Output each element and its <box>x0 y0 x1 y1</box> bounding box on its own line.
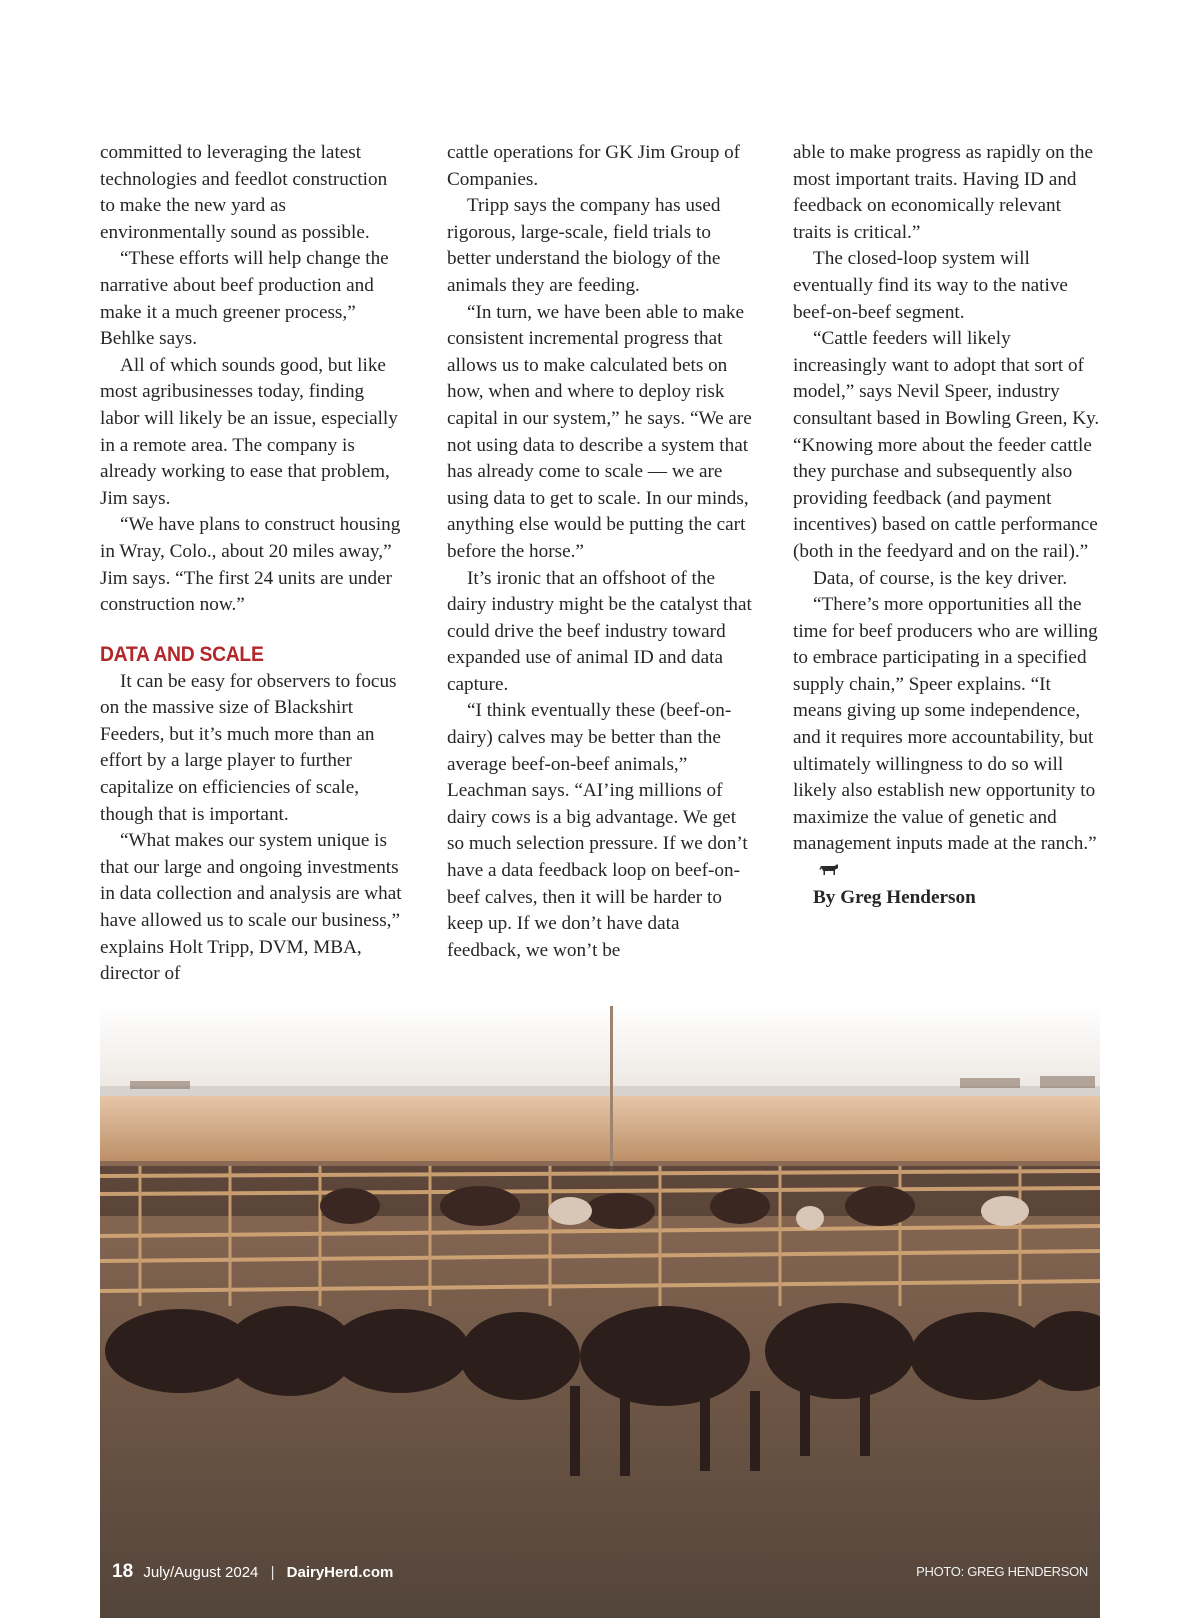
paragraph: “These efforts will help change the narrative about beef production and make it a much greener process,” Behlke says. <box>100 248 389 350</box>
paragraph: cattle operations for GK Jim Group of Companies. <box>447 142 741 190</box>
page-number: 18 <box>112 1561 134 1582</box>
paragraph: committed to leveraging the latest technologies and feedlot construction to make the new yard as environmentally sound as possible. <box>100 142 388 243</box>
site-link[interactable]: DairyHerd.com <box>286 1564 394 1581</box>
paragraph: It can be easy for observers to focus on the massive size of Blackshirt Feeders, but it’s much more than an effort by a large player to further capitalize on efficiencies of scale, though that is important. <box>100 670 397 825</box>
paragraph: “I think eventually these (beef-on-dairy) calves may be better than the average beef-on-beef animals,” Leachman says. “AI’ing millions of dairy cows is a big advantage. We get so much selection pressure. If we don’t have a data feedback loop on beef-on-beef calves, then it will be harder to keep up. If we don’t have data feedback, we won’t be <box>447 700 748 961</box>
article-column-3 <box>793 140 1103 912</box>
article-column-2 <box>447 140 753 964</box>
feedlot-cattle-photo <box>100 1006 1100 1618</box>
paragraph: “In turn, we have been able to make consistent incremental progress that allows us to make calculated bets on how, when and where to deploy risk capital in our system,” he says. “We are not using data to describe a system that has already come to scale — we are using data to get to scale. In our minds, anything else would be putting the cart before the horse.” <box>447 301 752 562</box>
paragraph: “Cattle feeders will likely increasingly want to adopt that sort of model,” says Nevil Speer, industry consultant based in Bowling Green, Ky. “Knowing more about the feeder cattle they purchase and subsequently also providing feedback (and payment incentives) based on cattle performance (both in the feedyard and on the rail).” <box>793 328 1100 562</box>
paragraph: able to make progress as rapidly on the most important traits. Having ID and feedback on economically relevant traits is critical.” <box>793 142 1093 243</box>
photo-credit: PHOTO: GREG HENDERSON <box>916 1564 1088 1579</box>
paragraph-final <box>793 592 1103 885</box>
cow-icon <box>799 858 839 885</box>
footer-separator: | <box>270 1564 275 1581</box>
section-subhead: DATA AND SCALE <box>100 642 264 666</box>
paragraph: Tripp says the company has used rigorous, large-scale, field trials to better understand the biology of the animals they are feeding. <box>447 195 721 296</box>
article-column-1 <box>100 140 406 988</box>
paragraph: “We have plans to construct housing in Wray, Colo., about 20 miles away,” Jim says. “The first 24 units are under construction now.” <box>100 514 401 616</box>
paragraph: “What makes our system unique is that our large and ongoing investments in data collection and analysis are what have allowed us to scale our business,” explains Holt Tripp, DVM, MBA, director of <box>100 830 402 985</box>
paragraph: It’s ironic that an offshoot of the dairy industry might be the catalyst that could drive the beef industry toward expanded use of animal ID and data capture. <box>447 567 752 695</box>
issue-date: July/August 2024 <box>143 1564 259 1581</box>
paragraph: The closed-loop system will eventually find its way to the native beef-on-beef segment. <box>793 248 1068 323</box>
paragraph-final-text: “There’s more opportunities all the time for beef producers who are willing to embrace participating in a specified supply chain,” Speer explains. “It means giving up some independence, and it requires more accountability, but ultimately willingness to do so will likely also establish new opportunity to maximize the value of genetic and management inputs made at the ranch.” <box>793 594 1098 855</box>
paragraph: Data, of course, is the key driver. <box>813 567 1068 589</box>
byline: By Greg Henderson <box>813 886 976 908</box>
paragraph: All of which sounds good, but like most agribusinesses today, finding labor will likely be an issue, especially in a remote area. The company is already working to ease that problem, Jim says. <box>100 354 398 509</box>
page-footer <box>112 1560 393 1585</box>
